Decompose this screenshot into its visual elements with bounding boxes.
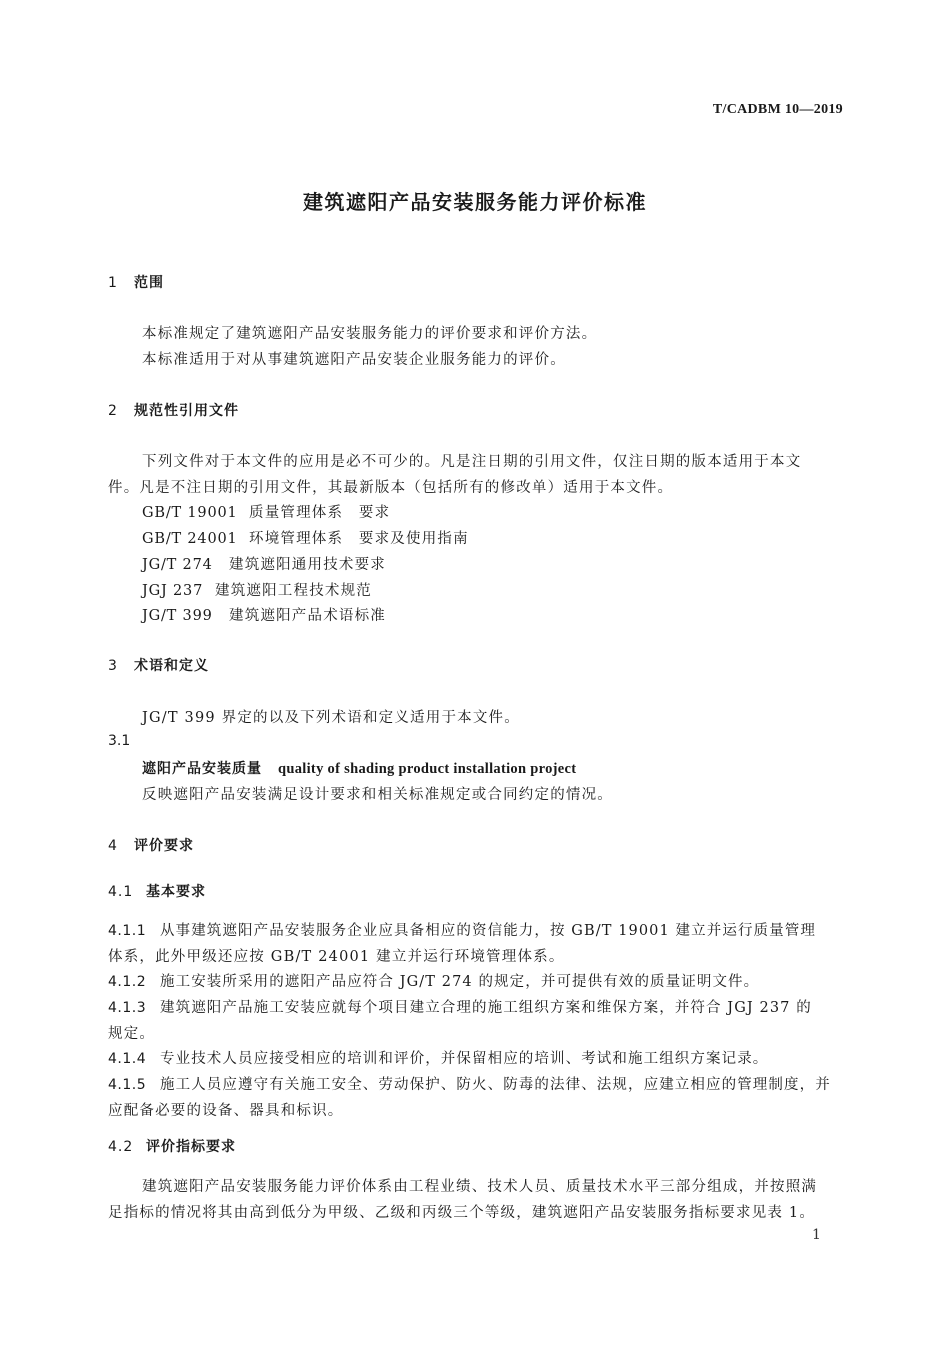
paragraph: 本标准规定了建筑遮阳产品安装服务能力的评价要求和评价方法。 (142, 326, 598, 342)
reference-code: GB/T 24001 (142, 531, 238, 547)
clause-number: 4.1.3 (108, 1000, 147, 1016)
subsection-title: 基本要求 (146, 884, 206, 900)
clause-number: 4.1.1 (108, 923, 147, 939)
reference-name: 建筑遮阳工程技术规范 (215, 583, 372, 599)
clause-continuation: 体系，此外甲级还应按 GB/T 24001 建立并运行环境管理体系。 (108, 949, 565, 965)
reference-code: JG/T 274 (142, 557, 213, 573)
reference-name: 建筑遮阳产品术语标准 (229, 608, 386, 624)
clause-4-1-5 (108, 1073, 831, 1094)
term-heading (142, 758, 576, 778)
clause-text: 施工人员应遵守有关施工安全、劳动保护、防火、防毒的法律、法规，应建立相应的管理制度，并 (160, 1077, 831, 1093)
section-4-heading (108, 835, 194, 855)
standard-code: T/CADBM 10—2019 (712, 102, 843, 117)
section-1-heading (108, 272, 164, 292)
section-title: 术语和定义 (134, 658, 209, 674)
subsection-4-2-heading (108, 1136, 236, 1156)
paragraph: 建筑遮阳产品安装服务能力评价体系由工程业绩、技术人员、质量技术水平三部分组成，并按照满 (142, 1179, 818, 1195)
reference-code: JG/T 399 (142, 608, 213, 624)
section-number: 4 (108, 838, 118, 854)
reference-item (142, 604, 386, 625)
reference-name: 质量管理体系 要求 (249, 505, 391, 521)
reference-name: 环境管理体系 要求及使用指南 (249, 531, 469, 547)
reference-code: GB/T 19001 (142, 505, 238, 521)
reference-item (142, 579, 372, 600)
term-definition: 反映遮阳产品安装满足设计要求和相关标准规定或合同约定的情况。 (142, 787, 613, 803)
reference-name: 建筑遮阳通用技术要求 (229, 557, 386, 573)
clause-number: 4.1.5 (108, 1077, 147, 1093)
clause-4-1-4 (108, 1047, 768, 1068)
paragraph: 本标准适用于对从事建筑遮阳产品安装企业服务能力的评价。 (142, 352, 566, 368)
section-2-heading (108, 400, 239, 420)
reference-code: JGJ 237 (142, 583, 204, 599)
section-number: 3 (108, 658, 118, 674)
reference-item (142, 501, 390, 522)
clause-number: 4.1.2 (108, 974, 147, 990)
clause-continuation: 规定。 (108, 1026, 156, 1042)
section-title: 范围 (134, 275, 164, 291)
term-english: quality of shading product installation project (278, 761, 577, 777)
section-title: 评价要求 (134, 838, 194, 854)
section-title: 规范性引用文件 (134, 403, 239, 419)
clause-number: 4.1.4 (108, 1051, 147, 1067)
reference-item (142, 553, 386, 574)
subsection-title: 评价指标要求 (146, 1139, 236, 1155)
clause-4-1-1 (108, 919, 816, 940)
subsection-number: 4.2 (108, 1139, 134, 1155)
page-number: 1 (812, 1227, 821, 1243)
subsection-4-1-heading (108, 881, 206, 901)
clause-text: 施工安装所采用的遮阳产品应符合 JG/T 274 的规定，并可提供有效的质量证明文件。 (160, 974, 760, 990)
term-chinese: 遮阳产品安装质量 (142, 761, 262, 777)
clause-continuation: 应配备必要的设备、器具和标识。 (108, 1103, 344, 1119)
paragraph-continuation: 件。凡是不注日期的引用文件，其最新版本（包括所有的修改单）适用于本文件。 (108, 480, 674, 496)
paragraph: JG/T 399 界定的以及下列术语和定义适用于本文件。 (142, 710, 520, 726)
clause-text: 从事建筑遮阳产品安装服务企业应具备相应的资信能力，按 GB/T 19001 建立并运行质量管理 (160, 923, 816, 939)
section-3-heading (108, 655, 209, 675)
term-number: 3.1 (108, 733, 131, 749)
clause-4-1-3 (108, 996, 812, 1017)
section-number: 1 (108, 275, 118, 291)
clause-text: 建筑遮阳产品施工安装应就每个项目建立合理的施工组织方案和维保方案，并符合 JGJ 237 的 (160, 1000, 812, 1016)
subsection-number: 4.1 (108, 884, 134, 900)
reference-item (142, 527, 469, 548)
document-title: 建筑遮阳产品安装服务能力评价标准 (303, 190, 647, 214)
section-number: 2 (108, 403, 118, 419)
clause-4-1-2 (108, 970, 759, 991)
paragraph: 下列文件对于本文件的应用是必不可少的。凡是注日期的引用文件，仅注日期的版本适用于本文 (142, 454, 802, 470)
paragraph-continuation: 足指标的情况将其由高到低分为甲级、乙级和丙级三个等级，建筑遮阳产品安装服务指标要求见表 1。 (108, 1205, 816, 1221)
clause-text: 专业技术人员应接受相应的培训和评价，并保留相应的培训、考试和施工组织方案记录。 (160, 1051, 769, 1067)
